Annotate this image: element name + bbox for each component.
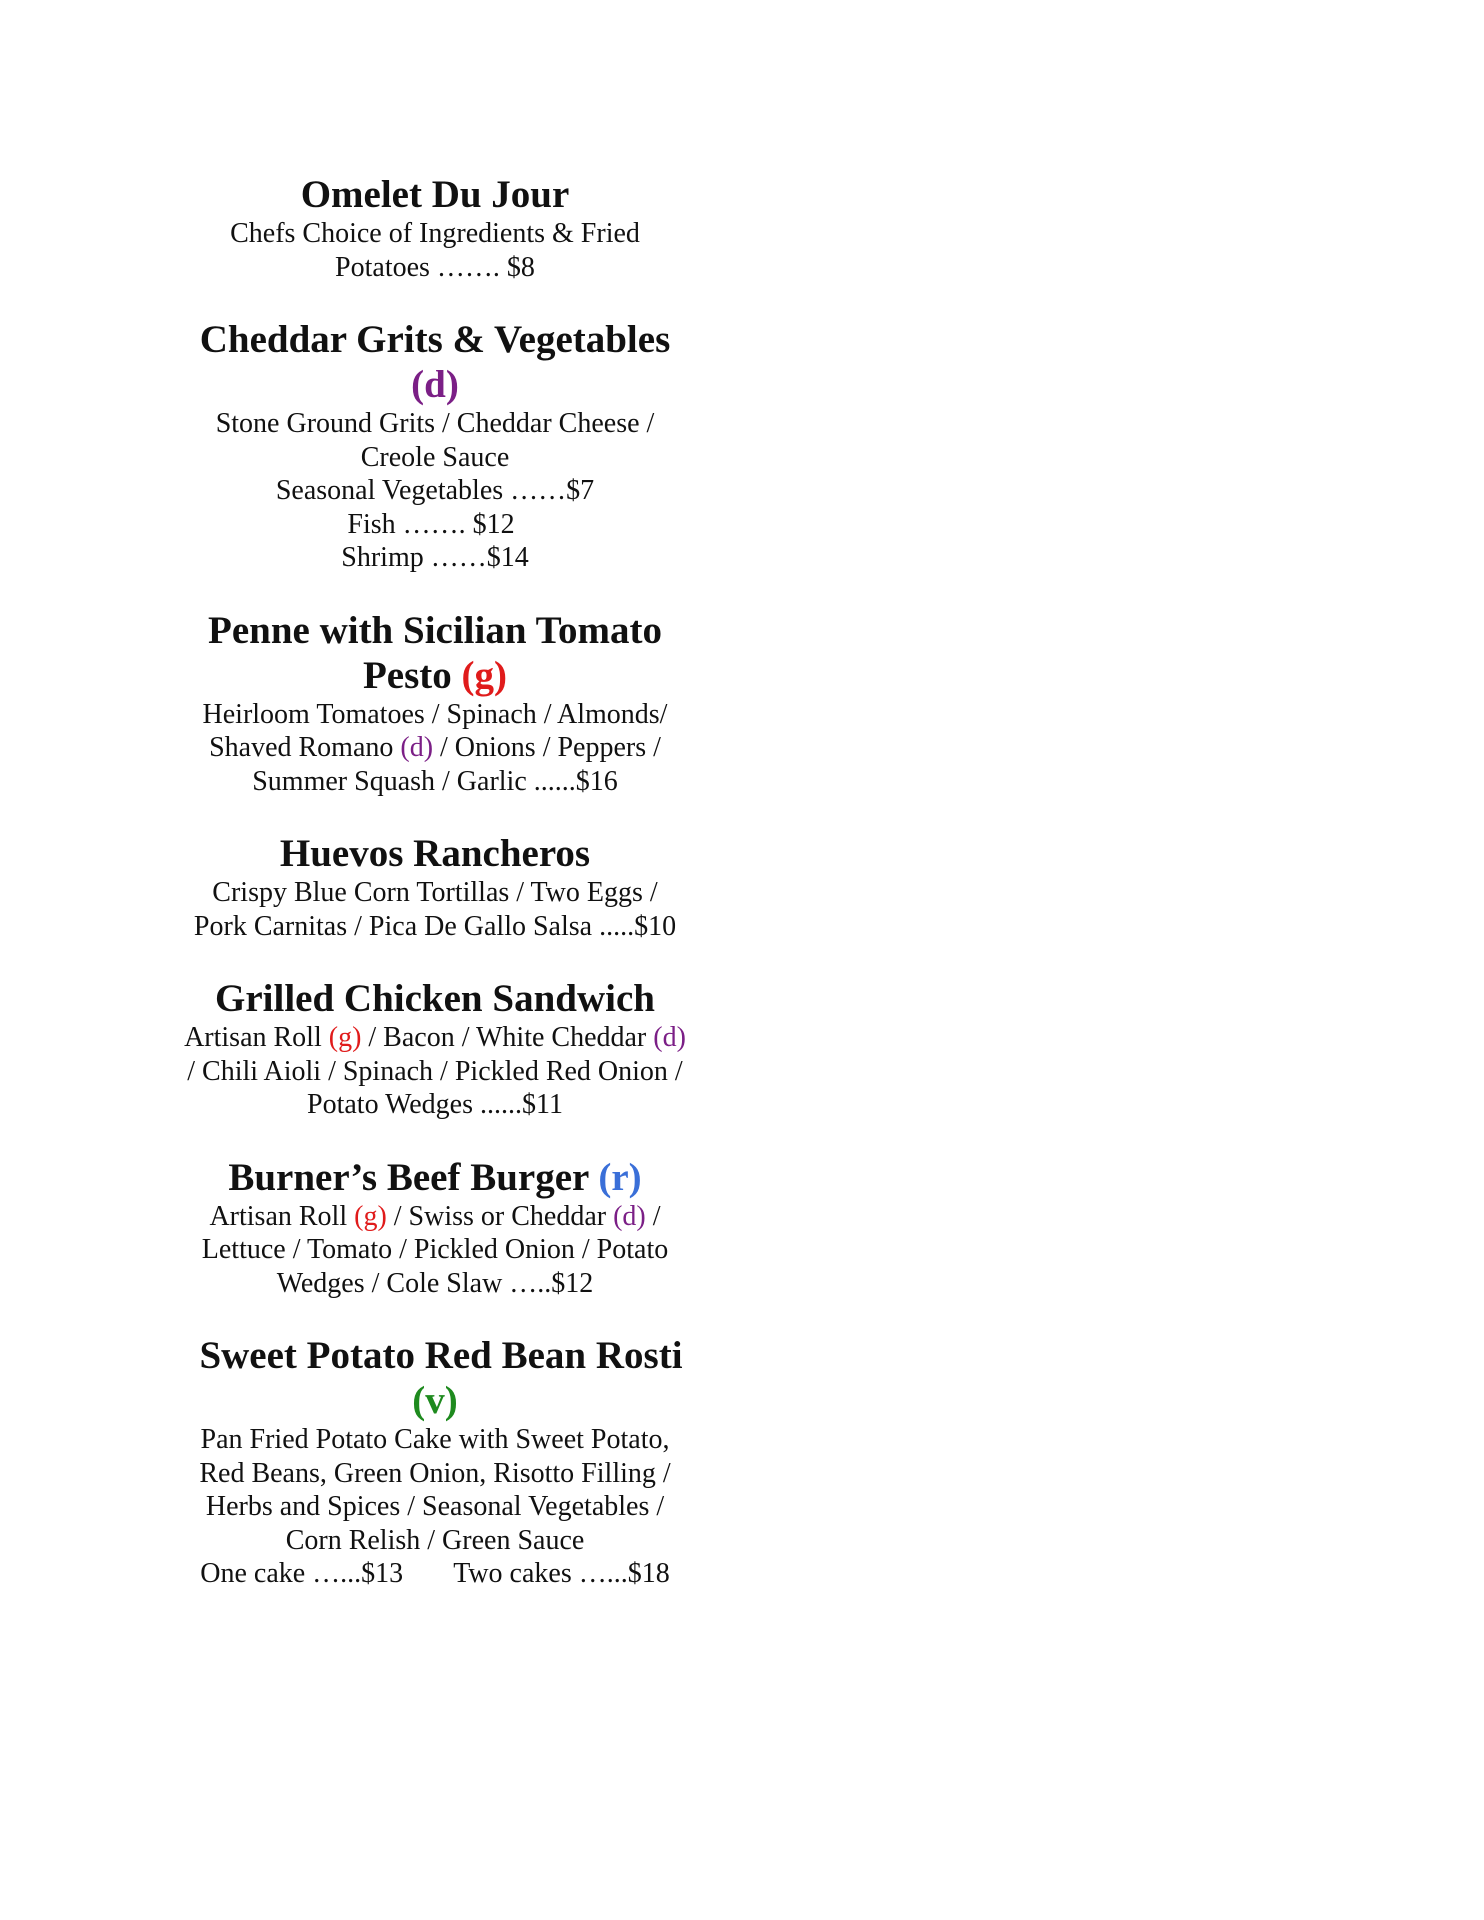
item-price-line: Fish ……. $12	[347, 508, 515, 540]
gluten-tag: (g)	[328, 1022, 362, 1053]
price-two-cakes: Two cakes …...$18	[453, 1558, 670, 1589]
desc-text: Artisan Roll	[184, 1022, 322, 1053]
desc-text: Artisan Roll	[209, 1200, 348, 1232]
gluten-tag: (g)	[354, 1200, 387, 1232]
item-price-line: Potatoes ……. $8	[335, 251, 535, 283]
price-one-cake: One cake …...$13	[200, 1558, 404, 1589]
desc-text: /	[652, 1200, 661, 1232]
item-title-text: Pesto	[362, 653, 452, 697]
menu-item-beef-burger	[170, 1155, 700, 1301]
item-price-line: Shrimp ……$14	[341, 542, 529, 573]
menu-item-cheddar-grits	[170, 317, 700, 575]
item-title: Huevos Rancheros	[279, 832, 591, 875]
item-desc-line: Creole Sauce	[360, 441, 510, 473]
item-desc-line: Heirloom Tomatoes / Spinach / Almonds/	[202, 698, 668, 730]
menu-item-grilled-chicken	[170, 976, 700, 1122]
item-desc-line	[170, 1200, 700, 1234]
desc-text: / Swiss or Cheddar	[393, 1200, 607, 1232]
dairy-tag: (d)	[400, 732, 434, 763]
vegan-tag: (v)	[412, 1379, 458, 1422]
desc-text: Shaved Romano	[209, 732, 394, 763]
item-title: Grilled Chicken Sandwich	[215, 977, 655, 1020]
item-desc-line: Herbs and Spices / Seasonal Vegetables /	[205, 1491, 665, 1522]
item-price-line: Summer Squash / Garlic ......$16	[252, 765, 618, 797]
desc-text: / Bacon / White Cheddar	[368, 1022, 647, 1053]
item-title: Penne with Sicilian Tomato	[208, 608, 662, 652]
dairy-tag: (d)	[653, 1022, 686, 1053]
dairy-tag: (d)	[411, 363, 459, 406]
menu-item-huevos-rancheros	[170, 831, 700, 943]
item-desc-line: Pan Fried Potato Cake with Sweet Potato,	[200, 1424, 670, 1455]
item-title: Cheddar Grits & Vegetables	[199, 318, 671, 361]
menu-item-sweet-potato-rosti	[170, 1333, 700, 1591]
menu-item-omelet	[170, 172, 700, 284]
desc-text: / Onions / Peppers /	[440, 732, 661, 763]
item-desc-line	[170, 1021, 700, 1055]
raw-tag: (r)	[598, 1155, 642, 1199]
item-desc-line: Corn Relish / Green Sauce	[285, 1524, 585, 1556]
item-desc-line	[170, 731, 700, 765]
menu-item-penne	[170, 608, 700, 799]
dairy-tag: (d)	[613, 1200, 646, 1232]
item-title-line2	[170, 653, 700, 698]
item-price-line: Potato Wedges ......$11	[307, 1089, 563, 1120]
menu-page	[170, 172, 700, 1624]
item-price-row	[170, 1557, 700, 1591]
item-title: Burner’s Beef Burger	[228, 1155, 589, 1199]
item-desc-line: / Chili Aioli / Spinach / Pickled Red Onion /	[187, 1055, 683, 1087]
item-title: Omelet Du Jour	[300, 173, 570, 216]
item-price-line: Wedges / Cole Slaw …..$12	[276, 1267, 594, 1299]
item-title-line	[170, 1155, 700, 1200]
item-title: Sweet Potato Red Bean Rosti	[199, 1334, 683, 1377]
item-desc-line: Crispy Blue Corn Tortillas / Two Eggs /	[212, 877, 658, 908]
item-price-line: Pork Carnitas / Pica De Gallo Salsa .....$10	[193, 910, 677, 942]
item-desc-line: Stone Ground Grits / Cheddar Cheese /	[215, 408, 655, 439]
item-desc-line: Chefs Choice of Ingredients & Fried	[230, 218, 640, 249]
gluten-tag: (g)	[461, 653, 508, 697]
item-desc-line: Lettuce / Tomato / Pickled Onion / Potato	[201, 1234, 669, 1265]
item-desc-line: Red Beans, Green Onion, Risotto Filling /	[199, 1457, 671, 1489]
item-price-line: Seasonal Vegetables ……$7	[275, 475, 595, 506]
